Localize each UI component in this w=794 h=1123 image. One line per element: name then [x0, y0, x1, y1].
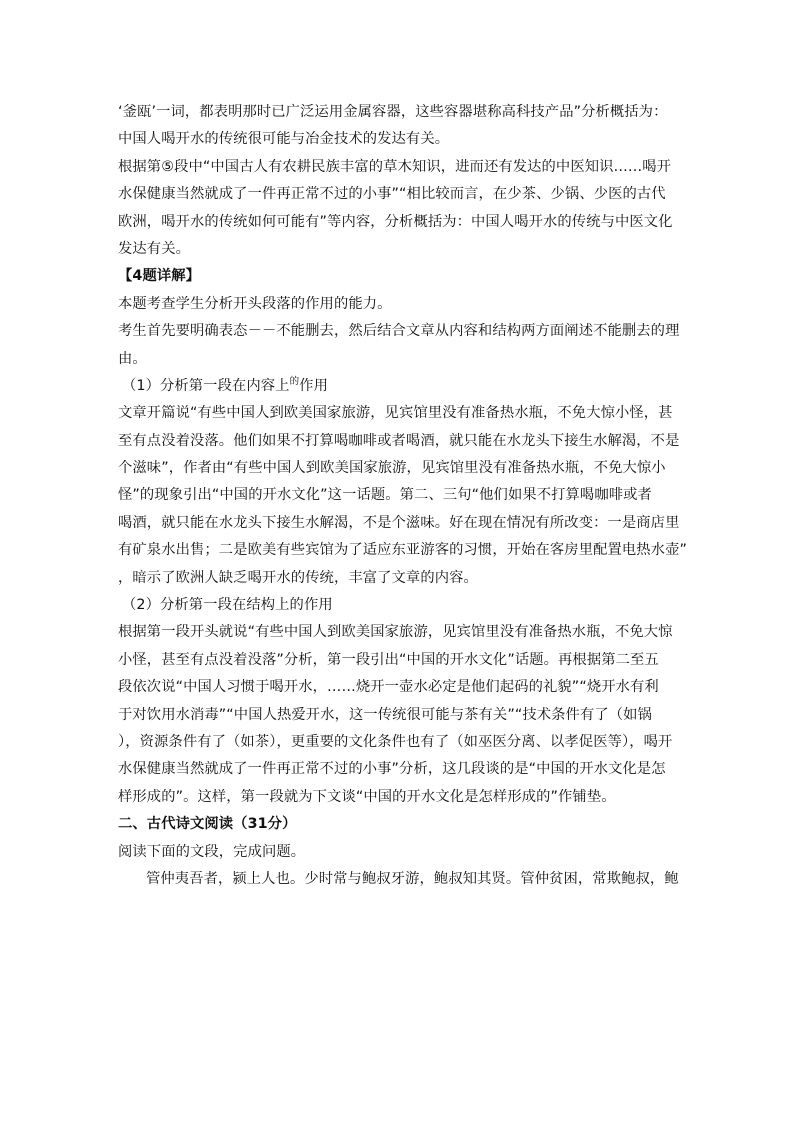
document-body [118, 99, 687, 893]
text-line: 根据第一段开头就说“有些中国人到欧美国家旅游，见宾馆里没有准备热水瓶，不免大惊 [118, 624, 673, 641]
text-line: 水保健康当然就成了一件再正常不过的小事”分析，这几段谈的是“中国的开水文化是怎 [118, 761, 666, 778]
text-line: ‘釜瓯’一词，都表明那时已广泛运用金属容器，这些容器堪称高科技产品”分析概括为： [118, 104, 668, 120]
text-line: 有矿泉水出售；二是欧美有些宾馆为了适应东亚游客的习惯，开始在客房里配置电热水壶” [118, 542, 687, 559]
subheading-content-before: （1）分析第一段在内容上 [122, 377, 290, 394]
text-line: 喝酒，就只能在水龙头下接生水解渴，不是个滋味。好在现在情况有所改变：一是商店里 [118, 514, 680, 531]
text-line: 样形成的”。这样，第一段就为下文谈“中国的开水文化是怎样形成的”作铺垫。 [118, 788, 616, 805]
text-line: 个滋味”，作者由“有些中国人到欧美国家旅游，见宾馆里没有准备热水瓶，不免大惊小 [118, 460, 666, 477]
passage-text: 管仲夷吾者，颍上人也。少时常与鲍叔牙游，鲍叔知其贤。管仲贫困，常欺鲍叔，鲍 [146, 870, 679, 887]
text-line: 水保健康当然就成了一件再正常不过的小事”“相比较而言，在少茶、少锅、少医的古代 [118, 186, 666, 203]
text-line: 怪”的现象引出“中国的开水文化”这一话题。第二、三句“他们如果不打算喝咖啡或者 [118, 487, 652, 504]
subheading-structure: （2）分析第一段在结构上的作用 [122, 597, 333, 614]
text-line: 段依次说“中国人习惯于喝开水，……烧开一壶水必定是他们起码的礼貌”“烧开水有利 [118, 679, 659, 696]
text-line: 由。 [118, 350, 147, 367]
question-4-heading: 【4题详解】 [118, 268, 201, 285]
text-line: 根据第⑤段中“中国古人有农耕民族丰富的草木知识，进而还有发达的中医知识……喝开 [118, 158, 672, 175]
text-line: 中国人喝开水的传统很可能与冶金技术的发达有关。 [118, 131, 450, 148]
text-line: 小怪，甚至有点没着没落”分析，第一段引出“中国的开水文化”话题。再根据第二至五 [118, 651, 659, 668]
text-line: 本题考查学生分析开头段落的作用的能力。 [118, 295, 392, 312]
text-line: 考生首先要明确表态－－不能删去，然后结合文章从内容和结构两方面阐述不能删去的理 [118, 323, 680, 340]
subheading-content-sup: 的 [289, 375, 300, 387]
text-line: 至有点没着没落。他们如果不打算喝咖啡或者喝酒，就只能在水龙头下接生水解渴，不是 [118, 432, 680, 449]
text-line: 文章开篇说“有些中国人到欧美国家旅游，见宾馆里没有准备热水瓶，不免大惊小怪，甚 [118, 405, 673, 422]
section-title: 二、古代诗文阅读（31分） [118, 816, 297, 833]
subheading-content-after: 作用 [299, 377, 328, 394]
text-line: ，暗示了欧洲人缺乏喝开水的传统，丰富了文章的内容。 [118, 569, 478, 586]
subheading-content [118, 373, 678, 400]
text-line: 发达有关。 [118, 240, 190, 257]
text-line: 欧洲，喝开水的传统如何可能有”等内容，分析概括为：中国人喝开水的传统与中医文化 [118, 213, 673, 230]
text-line: 于对饮用水消毒”“中国人热爱开水，这一传统很可能与茶有关”“技术条件有了（如锅 [118, 706, 652, 723]
text-line: 阅读下面的文段，完成问题。 [118, 843, 306, 860]
text-line: ），资源条件有了（如茶），更重要的文化条件也有了（如巫医分离、以孝促医等），喝开 [118, 733, 673, 750]
